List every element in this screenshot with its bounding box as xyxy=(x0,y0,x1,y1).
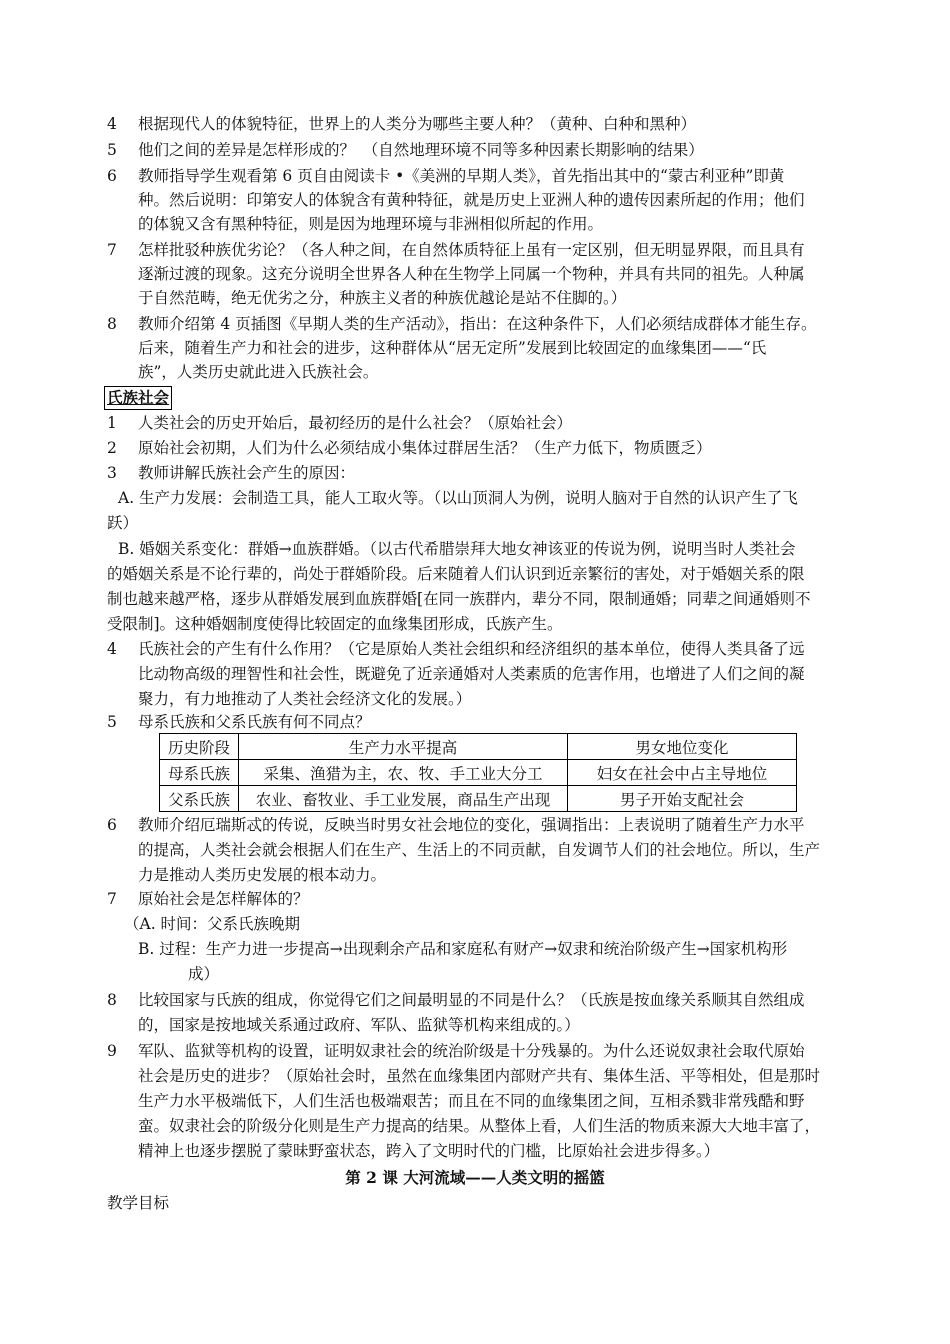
item-number: 3 xyxy=(107,464,117,482)
paragraph-line: 氏族社会的产生有什么作用？（它是原始人类社会组织和经济组织的基本单位，使得人类具备了远 xyxy=(138,640,805,658)
paragraph-line: 原始社会初期，人们为什么必须结成小集体过群居生活？（生产力低下，物质匮乏） xyxy=(138,439,712,457)
paragraph-line: B. 过程：生产力进一步提高→出现剩余产品和家庭私有财产→奴隶和统治阶级产生→国家机构形 xyxy=(138,940,788,958)
paragraph-line: （A. 时间：父系氏族晚期 xyxy=(124,915,301,933)
paragraph-line: 根据现代人的体貌特征，世界上的人类分为哪些主要人种？（黄种、白种和黑种） xyxy=(138,115,697,133)
paragraph-line: 比较国家与氏族的组成，你觉得它们之间最明显的不同是什么？（氏族是按血缘关系顺其自然组成 xyxy=(138,991,805,1009)
item-number: 4 xyxy=(107,115,117,133)
paragraph-line: 生产力水平极端低下，人们生活也极端艰苦；而且在不同的血缘集团之间，互相杀戮非常残酷和野 xyxy=(138,1092,805,1110)
item-number: 8 xyxy=(107,991,117,1009)
table-cell: 采集、渔猎为主，农、牧、手工业大分工 xyxy=(239,760,568,786)
table-cell: 农业、畜牧业、手工业发展，商品生产出现 xyxy=(239,786,568,812)
item-number: 1 xyxy=(107,414,117,432)
item-number: 6 xyxy=(107,816,117,834)
paragraph-line: 军队、监狱等机构的设置，证明奴隶社会的统治阶级是十分残暴的。为什么还说奴隶社会取代原始 xyxy=(138,1042,805,1060)
table-row xyxy=(160,760,797,786)
table-cell: 男子开始支配社会 xyxy=(568,786,797,812)
paragraph-line: 的体貌又含有黑种特征，则是因为地理环境与非洲相似所起的作用。 xyxy=(138,215,604,233)
paragraph-line: 聚力，有力地推动了人类社会经济文化的发展。） xyxy=(138,690,472,708)
paragraph-line: 制也越来越严格，逐步从群婚发展到血族群婚[在同一族群内，辈分不同，限制通婚；同辈之间通婚则不 xyxy=(107,590,811,608)
table-row xyxy=(160,786,797,812)
item-number: 4 xyxy=(107,640,117,658)
item-number: 5 xyxy=(107,713,117,731)
paragraph-line: 种。然后说明：印第安人的体貌含有黄种特征，就是历史上亚洲人种的遗传因素所起的作用；他们 xyxy=(138,191,805,209)
paragraph-line: B. 婚姻关系变化：群婚→血族群婚。（以古代希腊崇拜大地女神该亚的传说为例，说明当时人类社会 xyxy=(118,540,796,558)
paragraph-line: 于自然范畴，绝无优劣之分，种族主义者的种族优越论是站不住脚的。） xyxy=(138,289,627,307)
paragraph-line: 成） xyxy=(188,965,220,983)
item-number: 6 xyxy=(107,167,117,185)
item-number: 7 xyxy=(107,890,117,908)
paragraph-line: 母系氏族和父系氏族有何不同点？ xyxy=(138,713,371,731)
paragraph-line: 比动物高级的理智性和社会性，既避免了近亲通婚对人类素质的危害作用，也增进了人们之间的凝 xyxy=(138,665,805,683)
paragraph-line: 力是推动人类历史发展的根本动力。 xyxy=(138,866,387,884)
table-header-row xyxy=(160,734,797,760)
item-number: 2 xyxy=(107,439,117,457)
item-number: 9 xyxy=(107,1042,117,1060)
section-heading: 氏族社会 xyxy=(104,386,172,410)
table-header-cell: 男女地位变化 xyxy=(568,734,797,760)
table-cell: 妇女在社会中占主导地位 xyxy=(568,760,797,786)
paragraph-line: 精神上也逐步摆脱了蒙昧野蛮状态，跨入了文明时代的门槛，比原始社会进步得多。） xyxy=(138,1142,720,1160)
paragraph-line: 社会是历史的进步？（原始社会时，虽然在血缘集团内部财产共有、集体生活、平等相处，但是那时 xyxy=(138,1067,821,1085)
paragraph-line: 跃） xyxy=(107,514,139,532)
item-number: 8 xyxy=(107,315,117,333)
paragraph-line: 人类社会的历史开始后，最初经历的是什么社会？（原始社会） xyxy=(138,414,573,432)
table-header-cell: 历史阶段 xyxy=(160,734,239,760)
paragraph-line: 怎样批驳种族优劣论？（各人种之间，在自然体质特征上虽有一定区别，但无明显界限，而且具有 xyxy=(138,241,805,259)
item-number: 7 xyxy=(107,241,117,259)
lesson-title: 第 2 课 大河流域——人类文明的摇篮 xyxy=(345,1168,605,1187)
paragraph-line: 教师指导学生观看第 6 页自由阅读卡 •《美洲的早期人类》，首先指出其中的“蒙古利亚种”即黄 xyxy=(138,167,785,185)
table-cell: 母系氏族 xyxy=(160,760,239,786)
paragraph-line: 的提高，人类社会就会根据人们在生产、生活上的不同贡献，自发调节人们的社会地位。所以，生产 xyxy=(138,841,821,859)
paragraph-line: 后来，随着生产力和社会的进步，这种群体从“居无定所”发展到比较固定的血缘集团——“氏 xyxy=(138,339,767,357)
table-cell: 父系氏族 xyxy=(160,786,239,812)
paragraph-line: 逐渐过渡的现象。这充分说明全世界各人种在生物学上同属一个物种，并具有共同的祖先。人种属 xyxy=(138,265,805,283)
paragraph-line: 教师介绍第 4 页插图《早期人类的生产活动》，指出：在这种条件下，人们必须结成群体才能生存。 xyxy=(138,315,817,333)
paragraph-line: 受限制]。这种婚姻制度使得比较固定的血缘集团形成，氏族产生。 xyxy=(107,615,563,633)
teaching-goal-heading: 教学目标 xyxy=(107,1194,170,1212)
paragraph-line: 原始社会是怎样解体的？ xyxy=(138,890,309,908)
paragraph-line: 的，国家是按地域关系通过政府、军队、监狱等机构来组成的。） xyxy=(138,1016,580,1034)
paragraph-line: 蛮。奴隶社会的阶级分化则是生产力提高的结果。从整体上看，人们生活的物质来源大大地丰富了， xyxy=(138,1117,821,1135)
paragraph-line: 他们之间的差异是怎样形成的？ （自然地理环境不同等多种因素长期影响的结果） xyxy=(138,141,704,159)
item-number: 5 xyxy=(107,141,117,159)
comparison-table xyxy=(159,733,797,812)
paragraph-line: 族”，人类历史就此进入氏族社会。 xyxy=(138,363,379,381)
paragraph-line: 教师介绍厄瑞斯忒的传说，反映当时男女社会地位的变化，强调指出：上表说明了随着生产力水平 xyxy=(138,816,805,834)
table-header-cell: 生产力水平提高 xyxy=(239,734,568,760)
paragraph-line: 教师讲解氏族社会产生的原因： xyxy=(138,464,356,482)
paragraph-line: A. 生产力发展：会制造工具，能人工取火等。（以山顶洞人为例，说明人脑对于自然的认识产生了飞 xyxy=(118,489,798,507)
paragraph-line: 的婚姻关系是不论行辈的，尚处于群婚阶段。后来随着人们认识到近亲繁衍的害处，对于婚姻关系的限 xyxy=(107,565,805,583)
